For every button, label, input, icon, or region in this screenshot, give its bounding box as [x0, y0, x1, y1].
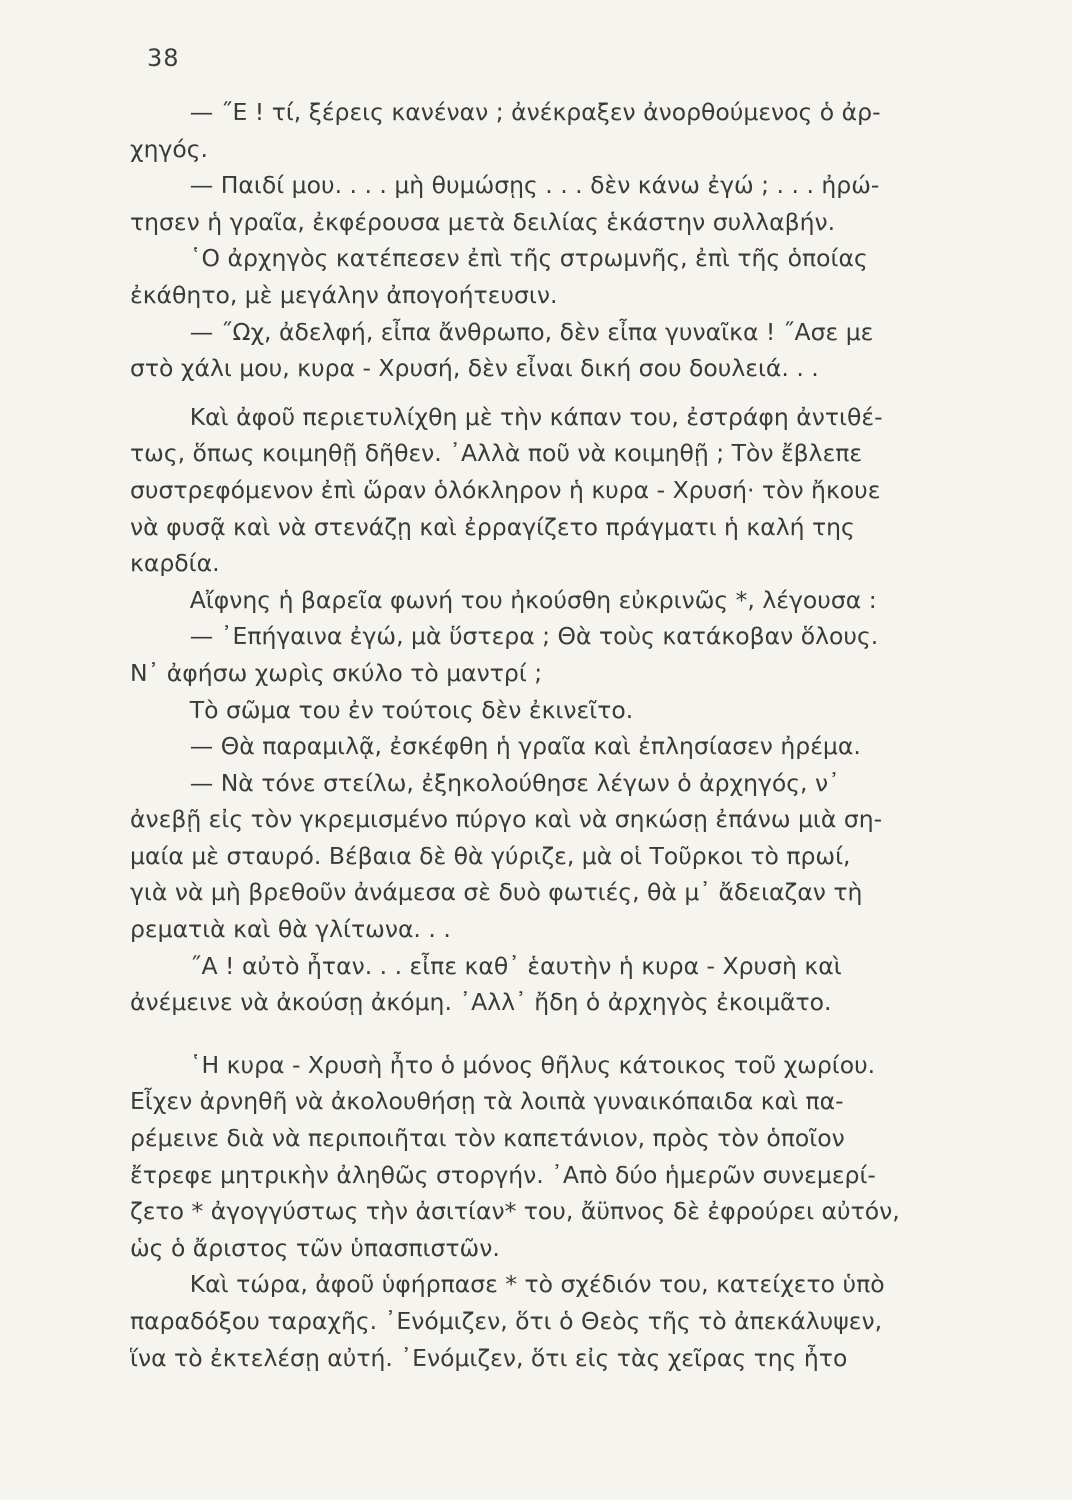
section-gap	[130, 1021, 942, 1047]
text-line: τως, ὅπως κοιμηθῇ δῆθεν. ᾿Αλλὰ ποῦ νὰ κοιμηθῇ ; Τὸν ἔβλεπε	[130, 439, 863, 468]
text-line: — ˝Ε ! τί, ξέρεις κανέναν ; ἀνέκραξεν ἀνορθούμενος ὁ ἀρ-	[130, 98, 881, 126]
paragraph-gap	[130, 387, 942, 399]
text-line: ὡς ὁ ἄριστος τῶν ὑπασπιστῶν.	[130, 1233, 500, 1262]
text-line: — ˝Ωχ, ἀδελφή, εἶπα ἄνθρωπο, δὲν εἶπα γυναῖκα ! ˝Ασε με	[130, 317, 874, 346]
text-line: ῾Ο ἀρχηγὸς κατέπεσεν ἐπὶ τῆς στρωμνῆς, ἐπὶ τῆς ὁποίας	[130, 244, 868, 273]
text-line: ῾Η κυρα - Χρυσὴ ἦτο ὁ μόνος θῆλυς κάτοικος τοῦ χωρίου.	[130, 1050, 876, 1079]
text-line: στὸ χάλι μου, κυρα - Χρυσή, δὲν εἶναι δική σου δουλειά. . .	[130, 354, 819, 383]
text-line: γιὰ νὰ μὴ βρεθοῦν ἀνάμεσα σὲ δυὸ φωτιές, θὰ μ᾿ ἄδειαζαν τὴ	[130, 878, 863, 907]
text-line: ἵνα τὸ ἐκτελέσῃ αὐτή. ᾿Ενόμιζεν, ὅτι εἰς τὰς χεῖρας της ἦτο	[130, 1343, 848, 1372]
text-line: χηγός.	[130, 134, 209, 163]
text-line: ἀνεβῇ εἰς τὸν γκρεμισμένο πύργο καὶ νὰ σηκώσῃ ἐπάνω μιὰ ση-	[130, 805, 883, 834]
text-line: — Θὰ παραμιλᾷ, ἐσκέφθη ἡ γραῖα καὶ ἐπλησίασεν ἠρέμα.	[130, 732, 861, 761]
text-line: ρεματιὰ καὶ θὰ γλίτωνα. . .	[130, 915, 451, 944]
text-line: Καὶ ἀφοῦ περιετυλίχθη μὲ τὴν κάπαν του, ἐστράφη ἀντιθέ-	[130, 402, 883, 431]
text-line: Εἶχεν ἀρνηθῆ νὰ ἀκολουθήσῃ τὰ λοιπὰ γυναικόπαιδα καὶ πα-	[130, 1087, 844, 1116]
text-line: ἔτρεφε μητρικὴν ἀληθῶς στοργήν. ᾿Απὸ δύο ἡμερῶν συνεμερί-	[130, 1160, 876, 1189]
text-line: Αἴφνης ἡ βαρεῖα φωνή του ἠκούσθη εὐκρινῶς *, λέγουσα :	[130, 585, 877, 614]
text-line: νὰ φυσᾷ καὶ νὰ στενάζῃ καὶ ἐρραγίζετο πράγματι ἡ καλή της	[130, 512, 855, 541]
text-line: — Παιδί μου. . . . μὴ θυμώσῃς . . . δὲν κάνω ἐγώ ; . . . ἠρώ-	[130, 171, 880, 200]
text-line: Τὸ σῶμα του ἐν τούτοις δὲν ἐκινεῖτο.	[130, 695, 634, 724]
page-number: 38	[147, 44, 180, 72]
text-line: παραδόξου ταραχῆς. ᾿Ενόμιζεν, ὅτι ὁ Θεὸς τῆς τὸ ἀπεκάλυψεν,	[130, 1307, 883, 1335]
text-line: καρδία.	[130, 549, 220, 578]
text-line: τησεν ἡ γραῖα, ἐκφέρουσα μετὰ δειλίας ἑκάστην συλλαβήν.	[130, 207, 836, 236]
text-line: — Νὰ τόνε στείλω, ἐξηκολούθησε λέγων ὁ ἀρχηγός, ν᾿	[130, 768, 840, 797]
text-line: ˝Α ! αὐτὸ ἦταν. . . εἶπε καθ᾿ ἑαυτὴν ἡ κυρα - Χρυσὴ καὶ	[130, 951, 842, 980]
text-line: Ν᾿ ἀφήσω χωρὶς σκύλο τὸ μαντρί ;	[130, 658, 543, 687]
text-line: ζετο * ἀγογγύστως τὴν ἀσιτίαν* του, ἄϋπνος δὲ ἐφρούρει αὐτόν,	[130, 1197, 900, 1226]
text-line: Καὶ τώρα, ἀφοῦ ὑφήρπασε * τὸ σχέδιόν του, κατείχετο ὑπὸ	[130, 1270, 885, 1299]
text-line: ἐκάθητο, μὲ μεγάλην ἀπογοήτευσιν.	[130, 280, 558, 309]
text-line: — ᾿Επήγαινα ἐγώ, μὰ ὕστερα ; Θὰ τοὺς κατάκοβαν ὅλους.	[130, 622, 879, 651]
text-line: ἀνέμεινε νὰ ἀκούσῃ ἀκόμη. ᾿Αλλ᾿ ἤδη ὁ ἀρχηγὸς ἐκοιμᾶτο.	[130, 988, 832, 1017]
text-line: μαία μὲ σταυρό. Βέβαια δὲ θὰ γύριζε, μὰ οἱ Τοῦρκοι τὸ πρωί,	[130, 841, 851, 870]
text-line: ρέμεινε διὰ νὰ περιποιῆται τὸν καπετάνιον, πρὸς τὸν ὁποῖον	[130, 1124, 845, 1153]
body-text	[130, 94, 942, 1376]
text-line: συστρεφόμενον ἐπὶ ὥραν ὁλόκληρον ἡ κυρα - Χρυσή· τὸν ἤκουε	[130, 475, 881, 504]
